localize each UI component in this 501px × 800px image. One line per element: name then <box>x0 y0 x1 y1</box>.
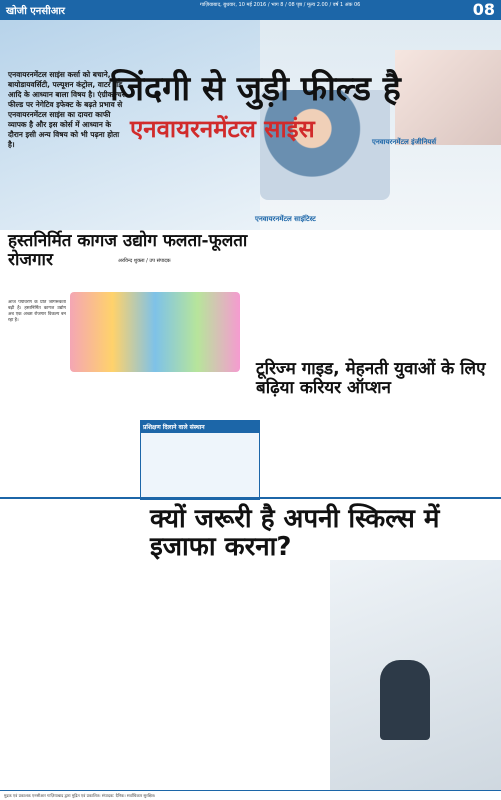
kaag-author: अरविन्द शुक्ला / उप संपादक <box>118 258 171 264</box>
section-divider <box>0 497 501 499</box>
top-photo <box>0 20 501 230</box>
page-number: 08 <box>472 0 495 19</box>
lab-photo <box>395 50 501 145</box>
section-env-sci: एनवायरनमेंटल साइंटिस्ट <box>255 215 316 223</box>
paper-photo <box>70 292 240 372</box>
masthead-brand: खोजी एनसीआर <box>6 6 66 17</box>
training-title: प्रशिक्षण दिलाने वाले संस्थान <box>141 421 259 433</box>
section-env-eng: एनवायरनमेंटल इंजीनियर्स <box>372 138 437 146</box>
headline: जिंदगी से जुड़ी फील्ड है <box>110 69 401 109</box>
kaag-headline: हस्तनिर्मित कागज उद्योग फलता-फूलता रोजगार <box>8 231 248 270</box>
subheadline: एनवायरनमेंटल साइंस <box>130 115 315 143</box>
skill-headline: क्यों जरूरी है अपनी स्किल्स में इजाफा करना? <box>150 504 440 562</box>
stairs-photo <box>330 560 501 790</box>
kaag-body: आज पर्यावरण के प्रति जागरूकता बढ़ी है। हस्तनिर्मित कागज उद्योग अब एक अच्छा रोजगार विकल्प बन रहा है। <box>8 300 66 323</box>
masthead-meta: गाज़ियाबाद, बुधवार, 10 मई 2016 / भाग 8 / 08 पृष्ठ / मूल्य 2.00 / वर्ष 1 अंक 06 <box>200 2 361 8</box>
training-box <box>140 420 260 500</box>
footer-imprint: मुद्रक एवं प्रकाशक एनसीआर गाज़ियाबाद द्वारा मुद्रित एवं प्रकाशित। संपादक: दैनिक। सर्वाधिकार सुरक्षित। <box>0 790 501 800</box>
intro-text: एनवायरनमेंटल साइंस कर्सा को बचाने, बायोडायवर्सिटी, पल्यूशन कंट्रोल, वाटर शेड आदि के आध्यान बाला विषय है। एंग्रीकल्चर फील्ड पर नेगेटिव इफेक्ट के बढ़ते प्रभाव से एनवायरनमेंटल साइंस का दायरा काफी व्यापक है और इस कोर्स में आध्यान के दौरान इसी अन्य विषय को भी पढ़ना होता है। <box>8 70 125 149</box>
career-headline: टूरिज्म गाइड, मेहनती युवाओं के लिए बढ़िया करियर ऑप्शन <box>256 359 486 398</box>
masthead <box>0 0 501 20</box>
businessman-figure <box>380 660 430 740</box>
